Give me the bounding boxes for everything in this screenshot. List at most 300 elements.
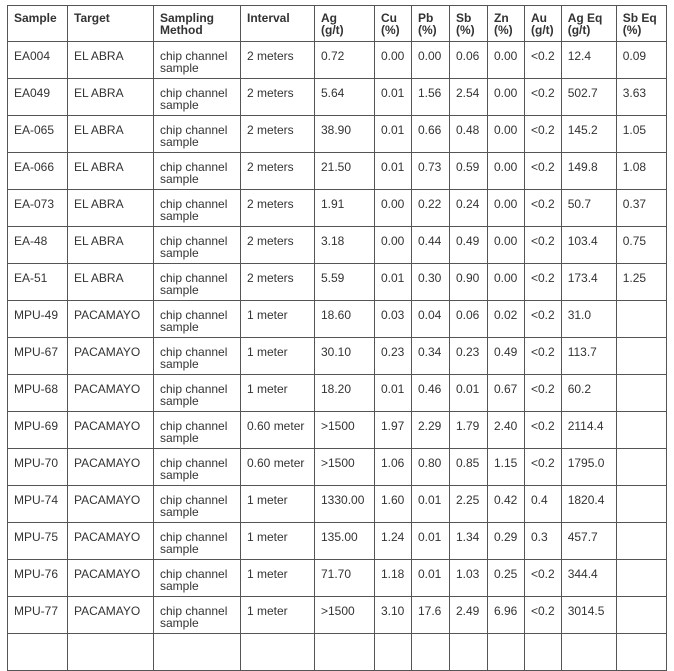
cell-pb [412,560,450,597]
cell-au [525,597,562,634]
cell-au [525,486,562,523]
cell-value: EA004 [14,49,51,63]
table-row [8,338,667,375]
cell-ag [315,301,375,338]
cell-value: EL ABRA [74,160,124,174]
cell-value: 1820.4 [567,493,605,507]
cell-value: 50.7 [567,197,592,211]
cell-value: 0.00 [494,123,518,137]
cell-value: MPU-69 [14,419,59,433]
cell-target [68,227,154,264]
cell-value: 0.24 [456,197,480,211]
cell-sb-eq [616,264,666,301]
cell-value: 1.15 [494,456,518,470]
cell-sample [8,375,68,412]
cell-target [68,560,154,597]
cell-value: 0.67 [494,382,518,396]
cell-value: 2.40 [494,419,518,433]
cell-value: chip channel sample [160,271,228,297]
cell-value: 0.02 [494,308,518,322]
cell-au [525,412,562,449]
cell-au [525,338,562,375]
cell-zn [488,79,525,116]
cell-value: 2 meters [247,197,294,211]
cell-value: 0.75 [622,234,647,248]
cell-zn [488,301,525,338]
cell-ag [315,449,375,486]
cell-au [525,301,562,338]
cell-value: EA-065 [14,123,55,137]
cell-zn [488,190,525,227]
cell-sb-eq [616,597,666,634]
cell-value: <0.2 [531,234,555,248]
cell-sb [450,79,488,116]
cell-value: 0.00 [381,197,405,211]
cell-ag [315,153,375,190]
cell-value: chip channel sample [160,49,228,75]
cell-value: 0.00 [494,197,518,211]
cell-pb [412,449,450,486]
cell-ag [315,560,375,597]
cell-cu [375,79,412,116]
cell-cu [375,560,412,597]
cell-value: 0.59 [456,160,480,174]
cell-target [68,79,154,116]
cell-pb [412,634,450,671]
cell-value: 1.56 [418,86,442,100]
cell-ag [315,42,375,79]
cell-value: 2.29 [418,419,442,433]
cell-value: 173.4 [567,271,598,285]
cell-value: 3014.5 [567,604,605,618]
cell-au [525,264,562,301]
cell-value: 0.01 [381,160,405,174]
cell-value: MPU-70 [14,456,59,470]
cell-value: 0.42 [494,493,518,507]
cell-sample [8,153,68,190]
cell-au [525,449,562,486]
cell-ag [315,79,375,116]
cell-value: 0.72 [321,49,345,63]
cell-pb [412,412,450,449]
cell-ag-eq [561,301,616,338]
cell-value: 0.00 [418,49,442,63]
cell-value: 2 meters [247,271,294,285]
cell-interval [241,227,315,264]
cell-pb [412,338,450,375]
cell-value: 1.18 [381,567,405,581]
cell-target [68,412,154,449]
cell-sampling-method [154,190,241,227]
cell-interval [241,634,315,671]
column-header-label: Interval [247,11,290,25]
cell-value: 149.8 [567,160,598,174]
cell-value: 2 meters [247,49,294,63]
cell-pb [412,301,450,338]
cell-sb-eq [616,375,666,412]
cell-cu [375,42,412,79]
cell-sampling-method [154,412,241,449]
cell-sb-eq [616,79,666,116]
cell-value: 0.48 [456,123,480,137]
cell-sb-eq [616,153,666,190]
cell-value: EA-066 [14,160,55,174]
cell-value: chip channel sample [160,604,228,630]
cell-ag-eq [561,412,616,449]
cell-value: 0.01 [456,382,480,396]
cell-au [525,42,562,79]
cell-value: 1.24 [381,530,405,544]
cell-value: 38.90 [321,123,352,137]
cell-value: 0.85 [456,456,480,470]
cell-value: >1500 [321,456,355,470]
cell-value: 2.25 [456,493,480,507]
cell-value: chip channel sample [160,456,228,482]
cell-value: 1 meter [247,345,288,359]
cell-value: 0.00 [494,234,518,248]
cell-value: MPU-74 [14,493,59,507]
column-header-sb [450,6,488,42]
cell-value: 1.25 [622,271,647,285]
cell-value: EA-51 [14,271,48,285]
cell-ag-eq [561,375,616,412]
cell-value: 0.06 [456,49,480,63]
cell-value: 0.73 [418,160,442,174]
cell-value: 344.4 [567,567,598,581]
cell-pb [412,375,450,412]
cell-value: 0.37 [622,197,647,211]
cell-value: 3.10 [381,604,405,618]
cell-value: 1.06 [381,456,405,470]
cell-zn [488,227,525,264]
cell-au [525,560,562,597]
column-header-label: Ag Eq (g/t) [567,11,603,37]
cell-sb [450,634,488,671]
cell-target [68,634,154,671]
cell-ag-eq [561,116,616,153]
cell-sampling-method [154,338,241,375]
cell-value: 0.01 [418,567,442,581]
cell-value: 103.4 [567,234,598,248]
cell-value: PACAMAYO [74,567,141,581]
column-header-label: Sb Eq (%) [622,11,657,37]
cell-value: <0.2 [531,567,555,581]
cell-value: PACAMAYO [74,493,141,507]
cell-au [525,227,562,264]
cell-ag-eq [561,42,616,79]
cell-sb-eq [616,523,666,560]
cell-sampling-method [154,375,241,412]
cell-value: 0.00 [381,234,405,248]
cell-ag-eq [561,227,616,264]
cell-value: 0.44 [418,234,442,248]
cell-value: 0.60 meter [247,456,305,470]
cell-sb [450,227,488,264]
cell-sample [8,264,68,301]
cell-value: 0.30 [418,271,442,285]
cell-value: 1.34 [456,530,480,544]
cell-sample [8,190,68,227]
cell-value: 0.23 [381,345,405,359]
cell-interval [241,449,315,486]
cell-value: <0.2 [531,86,555,100]
cell-value: >1500 [321,604,355,618]
cell-value: 12.4 [567,49,592,63]
cell-sb-eq [616,227,666,264]
cell-pb [412,190,450,227]
cell-target [68,449,154,486]
cell-value: EL ABRA [74,86,124,100]
cell-pb [412,227,450,264]
cell-value: <0.2 [531,308,555,322]
cell-value: <0.2 [531,271,555,285]
cell-value: 2 meters [247,234,294,248]
cell-zn [488,375,525,412]
column-header-sb-eq [616,6,666,42]
cell-value: 1 meter [247,567,288,581]
cell-cu [375,449,412,486]
cell-target [68,375,154,412]
cell-cu [375,412,412,449]
table-row [8,79,667,116]
cell-value: 0.00 [494,86,518,100]
cell-value: <0.2 [531,456,555,470]
table-row [8,42,667,79]
table-row [8,486,667,523]
cell-value: 2 meters [247,123,294,137]
column-header-label: Pb (%) [418,11,437,37]
cell-zn [488,42,525,79]
cell-interval [241,375,315,412]
cell-au [525,116,562,153]
cell-value: 21.50 [321,160,352,174]
cell-sampling-method [154,227,241,264]
cell-zn [488,264,525,301]
cell-value: 145.2 [567,123,598,137]
cell-value: 0.01 [381,271,405,285]
column-header-label: Ag (g/t) [321,11,344,37]
cell-value: 0.29 [494,530,518,544]
cell-value: 0.06 [456,308,480,322]
cell-interval [241,301,315,338]
cell-value: chip channel sample [160,197,228,223]
cell-ag [315,412,375,449]
cell-value: chip channel sample [160,493,228,519]
cell-target [68,597,154,634]
cell-sb [450,375,488,412]
cell-value: 5.64 [321,86,345,100]
cell-sb [450,153,488,190]
cell-value: 0.34 [418,345,442,359]
cell-target [68,190,154,227]
cell-value: 0.66 [418,123,442,137]
cell-sampling-method [154,79,241,116]
cell-ag [315,264,375,301]
cell-value: chip channel sample [160,345,228,371]
cell-sb-eq [616,634,666,671]
cell-ag-eq [561,190,616,227]
cell-au [525,190,562,227]
cell-value: PACAMAYO [74,308,141,322]
table-row [8,523,667,560]
cell-ag-eq [561,449,616,486]
cell-value: MPU-67 [14,345,59,359]
cell-cu [375,190,412,227]
cell-value: chip channel sample [160,382,228,408]
cell-value: 0.01 [381,382,405,396]
cell-sb-eq [616,301,666,338]
cell-au [525,375,562,412]
table-row [8,190,667,227]
cell-value: 31.0 [567,308,592,322]
cell-zn [488,560,525,597]
cell-ag-eq [561,79,616,116]
cell-sb-eq [616,190,666,227]
cell-value: PACAMAYO [74,456,141,470]
cell-value: 1.05 [622,123,647,137]
cell-pb [412,79,450,116]
cell-value: 0.00 [381,49,405,63]
cell-sample [8,227,68,264]
cell-pb [412,486,450,523]
cell-value: <0.2 [531,197,555,211]
cell-value: 1 meter [247,530,288,544]
cell-sample [8,412,68,449]
cell-interval [241,523,315,560]
cell-value: PACAMAYO [74,382,141,396]
column-header-cu [375,6,412,42]
cell-value: 1330.00 [321,493,365,507]
cell-target [68,116,154,153]
cell-sb-eq [616,42,666,79]
cell-value: 1.97 [381,419,405,433]
cell-value: <0.2 [531,604,555,618]
column-header-label: Sample [14,11,57,25]
cell-sample [8,560,68,597]
cell-sampling-method [154,486,241,523]
cell-pb [412,523,450,560]
assay-results-table [7,5,667,671]
cell-value: 0.90 [456,271,480,285]
column-header-interval [241,6,315,42]
cell-ag [315,338,375,375]
cell-zn [488,523,525,560]
cell-au [525,523,562,560]
cell-ag [315,116,375,153]
cell-sb [450,116,488,153]
cell-ag [315,190,375,227]
cell-value: 6.96 [494,604,518,618]
cell-value: EL ABRA [74,234,124,248]
cell-sb [450,597,488,634]
cell-value: 0.01 [381,123,405,137]
cell-target [68,523,154,560]
cell-value: 2.49 [456,604,480,618]
cell-value: 0.49 [494,345,518,359]
cell-value: EL ABRA [74,49,124,63]
cell-value: 0.4 [531,493,548,507]
cell-value: 2114.4 [567,419,604,433]
cell-value: 60.2 [567,382,592,396]
cell-value: 0.01 [418,493,442,507]
cell-sample [8,338,68,375]
cell-value: EA-48 [14,234,48,248]
column-header-au [525,6,562,42]
cell-value: 3.63 [622,86,647,100]
cell-value: 0.22 [418,197,442,211]
cell-interval [241,79,315,116]
cell-sample [8,79,68,116]
cell-value: 0.03 [381,308,405,322]
cell-sb-eq [616,116,666,153]
cell-sampling-method [154,449,241,486]
cell-sb [450,486,488,523]
cell-value: >1500 [321,419,355,433]
table-row [8,301,667,338]
cell-value: 0.00 [494,160,518,174]
cell-sampling-method [154,597,241,634]
cell-cu [375,227,412,264]
cell-sample [8,42,68,79]
cell-value: 18.60 [321,308,352,322]
cell-ag [315,227,375,264]
cell-target [68,301,154,338]
cell-sb [450,264,488,301]
column-header-label: Zn (%) [494,11,513,37]
cell-target [68,42,154,79]
cell-value: 1.79 [456,419,480,433]
cell-value: <0.2 [531,49,555,63]
cell-sb-eq [616,412,666,449]
cell-sb-eq [616,560,666,597]
cell-pb [412,116,450,153]
cell-sampling-method [154,116,241,153]
cell-value: chip channel sample [160,308,228,334]
cell-value: 113.7 [567,345,597,359]
cell-value: chip channel sample [160,419,228,445]
cell-value: chip channel sample [160,234,228,260]
cell-value: 0.00 [494,271,518,285]
cell-value: PACAMAYO [74,530,141,544]
cell-value: <0.2 [531,345,555,359]
cell-zn [488,338,525,375]
cell-pb [412,597,450,634]
cell-sampling-method [154,264,241,301]
cell-value: 1 meter [247,604,288,618]
cell-value: 0.01 [418,530,442,544]
table-row [8,560,667,597]
cell-value: chip channel sample [160,160,228,186]
cell-value: chip channel sample [160,530,228,556]
column-header-label: Sampling Method [160,11,215,37]
cell-interval [241,116,315,153]
cell-pb [412,42,450,79]
cell-sb [450,338,488,375]
cell-value: 1.60 [381,493,405,507]
cell-cu [375,634,412,671]
cell-value: 0.46 [418,382,442,396]
cell-value: 0.00 [494,49,518,63]
cell-sb-eq [616,486,666,523]
cell-interval [241,190,315,227]
cell-sb [450,449,488,486]
cell-ag-eq [561,153,616,190]
cell-cu [375,301,412,338]
cell-zn [488,486,525,523]
cell-sample [8,116,68,153]
cell-sb-eq [616,338,666,375]
cell-value: 2 meters [247,160,294,174]
